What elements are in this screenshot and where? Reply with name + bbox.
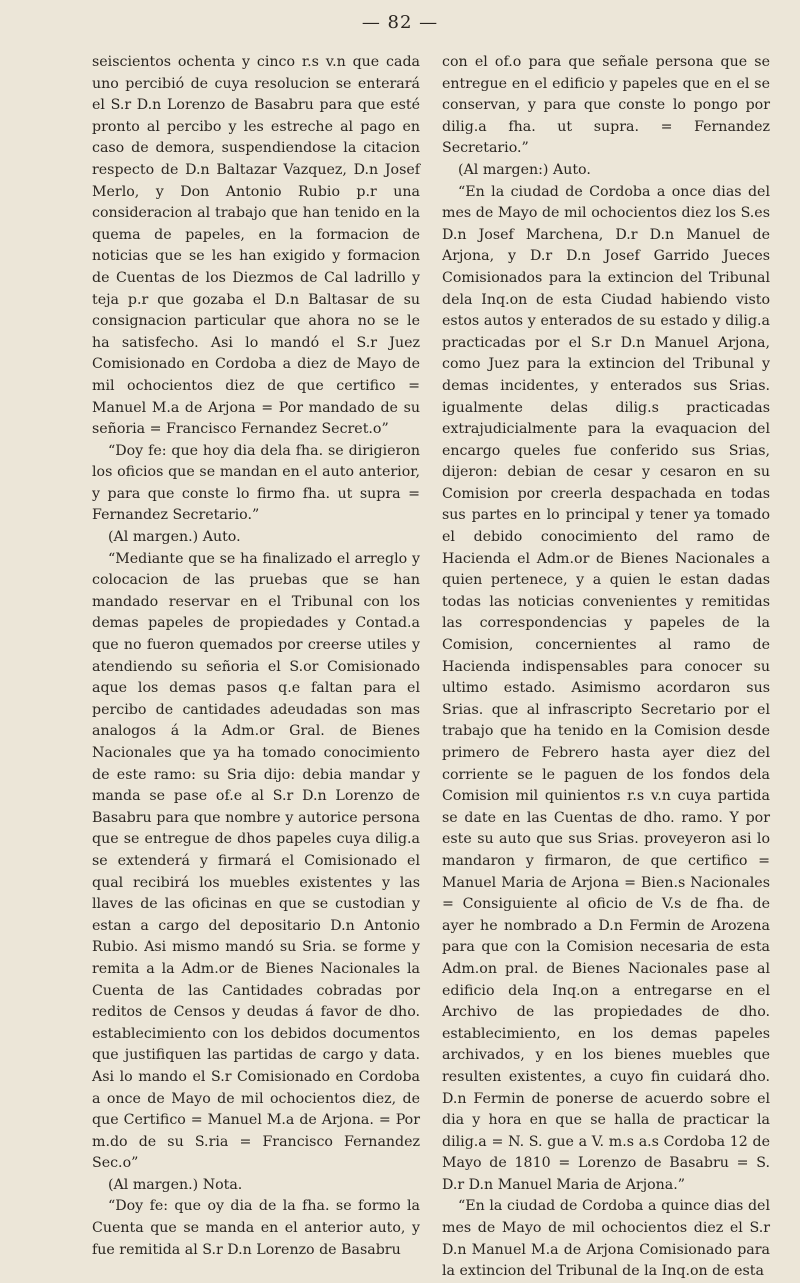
paragraph: (Al margen.) Auto. bbox=[108, 529, 241, 546]
page-number: — 82 — bbox=[361, 12, 439, 33]
paragraph: “En la ciudad de Cordoba a once dias del mes de Mayo de mil ochocientos diez los S.es D.n Josef Marchena, D.r D.n Manuel de Arjona, y D.r D.n Josef Garrido Jueces Comisionados para la extincion del Tribunal dela Inq.on de esta Ciudad habiendo visto estos autos y enterados de su estado y dilig.a practicadas por el S.r D.n Manuel Arjona, como Juez para la extincion del Tribunal y demas incidentes, y enterados sus Srias. igualmente delas dilig.s practicadas extrajudicialmente para la evaquacion del encargo queles fue conferido sus Srias, dijeron: debian de cesar y cesaron en su Comision por creerla despachada en todas sus partes en lo principal y tener ya tomado el debido conocimiento del ramo de Hacienda el Adm.or de Bienes Nacionales a quien pertenece, y a quien le estan dadas todas las noticias convenientes y remitidas las correspondencias y papeles de la Comision, concernientes al ramo de Hacienda indispensables para conocer su ultimo estado. Asimismo acordaron sus Srias. que al infrascripto Secretario por el trabajo que ha tenido en la Comision desde primero de Febrero hasta ayer diez del corriente se le paguen de los fondos dela Comision mil quinientos r.s v.n cuya partida se date en las Cuentas de dho. ramo. Y por este su auto que sus Srias. proveyeron asi lo mandaron y firmaron, de que certifico = Manuel Maria de Arjona = Bien.s Nacionales = Consiguiente al oficio de V.s de fha. de ayer he nombrado a D.n Fermin de Arozena para que con la Comision necesaria de esta Adm.on pral. de Bienes Nacionales pase al edificio dela Inq.on a entregarse en el Archivo de las propiedades de dho. establecimiento, en los demas papeles archivados, y en los bienes muebles que resulten existentes, a cuyo fin cuidará dho. D.n Fermin de ponerse de acuerdo sobre el dia y hora en que se halla de practicar la dilig.a = N. S. gue a V. m.s a.s Cordoba 12 de Mayo de 1810 = Lorenzo de Basabru = S. D.r D.n Manuel Maria de Arjona.” bbox=[442, 183, 770, 1193]
paragraph: (Al margen:) Auto. bbox=[458, 161, 591, 178]
paragraph: “Mediante que se ha finalizado el arreglo y colocacion de las pruebas que se han mandado reservar en el Tribunal con los demas papeles de propiedades y Contad.a que no fueron quemados por creerse utiles y atendiendo su señoria el S.or Comisionado aque los demas pasos q.e faltan para el percibo de cantidades adeudadas son mas analogos á la Adm.or Gral. de Bienes Nacionales que ya ha tomado conocimiento de este ramo: su Sria dijo: debia mandar y manda se pase of.e al S.r D.n Lorenzo de Basabru para que nombre y autorice persona que se entregue de dhos papeles cuya dilig.a se extenderá y firmará el Comisionado el qual recibirá los muebles existentes y las llaves de las oficinas en que se custodian y estan a cargo del depositario D.n Antonio Rubio. Asi mismo mandó su Sria. se forme y remita a la Adm.or de Bienes Nacionales la Cuenta de las Cantidades cobradas por reditos de Censos y deudas á favor de dho. establecimiento con los debidos documentos que justifiquen las partidas de cargo y data. Asi lo mando el S.r Comisionado en Cordoba a once de Mayo de mil ochocientos diez, de que Certifico = Manuel M.a de Arjona. = Por m.do de su S.ria = Francisco Fernandez Sec.o” bbox=[92, 550, 420, 1172]
paragraph: “En la ciudad de Cordoba a quince dias del mes de Mayo de mil ochocientos diez el S.r D.n Manuel M.a de Arjona Comisionado para la extincion del Tribunal de la Inq.on de esta bbox=[442, 1198, 770, 1280]
paragraph: seiscientos ochenta y cinco r.s v.n que cada uno percibió de cuya resolucion se enterará el S.r D.n Lorenzo de Basabru para que esté pronto al percibo y les estreche al pago en caso de demora, suspendiendose la citacion respecto de D.n Baltazar Vazquez, D.n Josef Merlo, y Don Antonio Rubio p.r una consideracion al trabajo que han tenido en la quema de papeles, en la formacion de noticias que se les han exigido y formacion de Cuentas de los Diezmos de Cal ladrillo y teja p.r que gozaba el D.n Baltasar de su consignacion particular que ahora no se le ha satisfecho. Asi lo mandó el S.r Juez Comisionado en Cordoba a diez de Mayo de mil ochocientos diez de que certifico = Manuel M.a de Arjona = Por mandado de su señoria = Francisco Fernandez Secret.o” bbox=[92, 54, 420, 438]
left-column bbox=[92, 52, 420, 1283]
right-column bbox=[442, 52, 770, 1283]
paragraph: “Doy fe: que oy dia de la fha. se formo la Cuenta que se manda en el anterior auto, y fue remitida al S.r D.n Lorenzo de Basabru bbox=[92, 1198, 420, 1258]
text-columns bbox=[92, 52, 770, 1283]
paragraph: (Al margen.) Nota. bbox=[108, 1176, 243, 1193]
paragraph: “Doy fe: que hoy dia dela fha. se dirigieron los oficios que se mandan en el auto anterior, y para que conste lo firmo fha. ut supra = Fernandez Secretario.” bbox=[92, 442, 420, 524]
paragraph: con el of.o para que señale persona que se entregue en el edificio y papeles que en el se conservan, y para que conste lo pongo por dilig.a fha. ut supra. = Fernandez Secretario.” bbox=[442, 54, 770, 157]
